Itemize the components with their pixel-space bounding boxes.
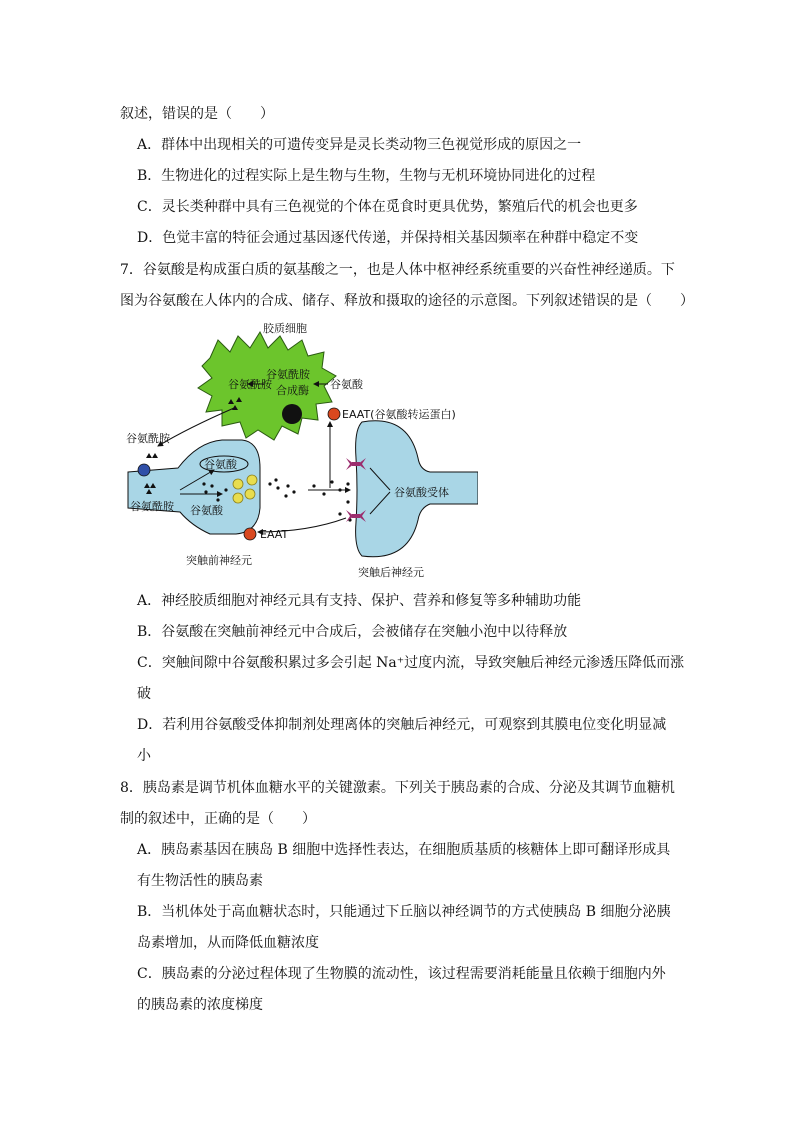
q8-option-a[interactable]: A．胰岛素基因在胰岛 B 细胞中选择性表达，在细胞质基质的核糖体上即可翻译形成具 [137, 842, 671, 858]
q7-option-d-cont: 小 [137, 748, 151, 764]
q8-option-c-cont: 的胰岛素的浓度梯度 [137, 997, 263, 1013]
eaat-pre-icon [244, 528, 256, 540]
label-eaat: EAAT [260, 528, 289, 541]
q8-stem-line2: 制的叙述中，正确的是（ ） [120, 811, 316, 827]
label-glial-cell: 胶质细胞 [263, 322, 307, 335]
q7-stem-line2: 图为谷氨酸在人体内的合成、储存、释放和摄取的途径的示意图。下列叙述错误的是（ ） [120, 293, 694, 309]
q7-option-d[interactable]: D．若利用谷氨酸受体抑制剂处理离体的突触后神经元，可观察到其膜电位变化明显减 [137, 717, 667, 733]
q7-option-c-cont: 破 [137, 686, 151, 702]
q6-option-b[interactable]: B．生物进化的过程实际上是生物与生物，生物与无机环境协同进化的过程 [137, 168, 596, 184]
q8-option-b[interactable]: B．当机体处于高血糖状态时，只能通过下丘脑以神经调节的方式使胰岛 B 细胞分泌胰 [137, 904, 671, 920]
label-presynaptic: 突触前神经元 [186, 554, 252, 567]
q6-option-a[interactable]: A．群体中出现相关的可遗传变异是灵长类动物三色视觉形成的原因之一 [137, 137, 582, 153]
label-glutamate-bottom: 谷氨酸 [190, 504, 223, 517]
q7-option-b[interactable]: B．谷氨酸在突触前神经元中合成后，会被储存在突触小泡中以待释放 [137, 624, 568, 640]
q6-option-c[interactable]: C．灵长类种群中具有三色视觉的个体在觅食时更具优势，繁殖后代的机会也更多 [137, 199, 638, 215]
label-synthetase-2: 合成酶 [276, 384, 309, 397]
label-eaat-full: EAAT(谷氨酸转运蛋白) [342, 408, 456, 421]
label-receptor: 谷氨酸受体 [394, 486, 449, 499]
q6-option-d[interactable]: D．色觉丰富的特征会通过基因逐代传递，并保持相关基因频率在种群中稳定不变 [137, 230, 639, 246]
q7-option-a[interactable]: A．神经胶质细胞对神经元具有支持、保护、营养和修复等多种辅助功能 [137, 593, 582, 609]
synapse-diagram [118, 318, 478, 583]
label-glutamine-inside: 谷氨酰胺 [130, 500, 174, 513]
q8-option-b-cont: 岛素增加，从而降低血糖浓度 [137, 935, 319, 951]
glial-nucleus [282, 404, 302, 424]
q6-stem-tail: 叙述，错误的是（ ） [120, 106, 274, 122]
transporter-blue-icon [138, 464, 150, 476]
eaat-glial-icon [328, 408, 340, 420]
label-glutamate-top: 谷氨酸 [204, 458, 237, 471]
q7-option-c[interactable]: C．突触间隙中谷氨酸积累过多会引起 Na⁺过度内流，导致突触后神经元渗透压降低而涨 [137, 655, 685, 671]
glutamine-triangles-outside [146, 453, 158, 458]
label-glutamine-outside: 谷氨酰胺 [126, 432, 170, 445]
label-postsynaptic: 突触后神经元 [358, 566, 424, 579]
q8-option-c[interactable]: C．胰岛素的分泌过程体现了生物膜的流动性，该过程需要消耗能量且依赖于细胞内外 [137, 966, 666, 982]
label-glutamine-left: 谷氨酰胺 [228, 378, 272, 391]
q8-option-a-cont: 有生物活性的胰岛素 [137, 873, 263, 889]
q8-stem-line1: 8．胰岛素是调节机体血糖水平的关键激素。下列关于胰岛素的合成、分泌及其调节血糖机 [120, 780, 675, 796]
label-synthetase-1: 谷氨酰胺 [266, 368, 310, 381]
label-glutamate-glial: 谷氨酸 [330, 378, 363, 391]
glutamate-dots-cleft [268, 478, 351, 521]
q7-stem-line1: 7．谷氨酸是构成蛋白质的氨基酸之一，也是人体中枢神经系统重要的兴奋性神经递质。下 [120, 262, 675, 278]
